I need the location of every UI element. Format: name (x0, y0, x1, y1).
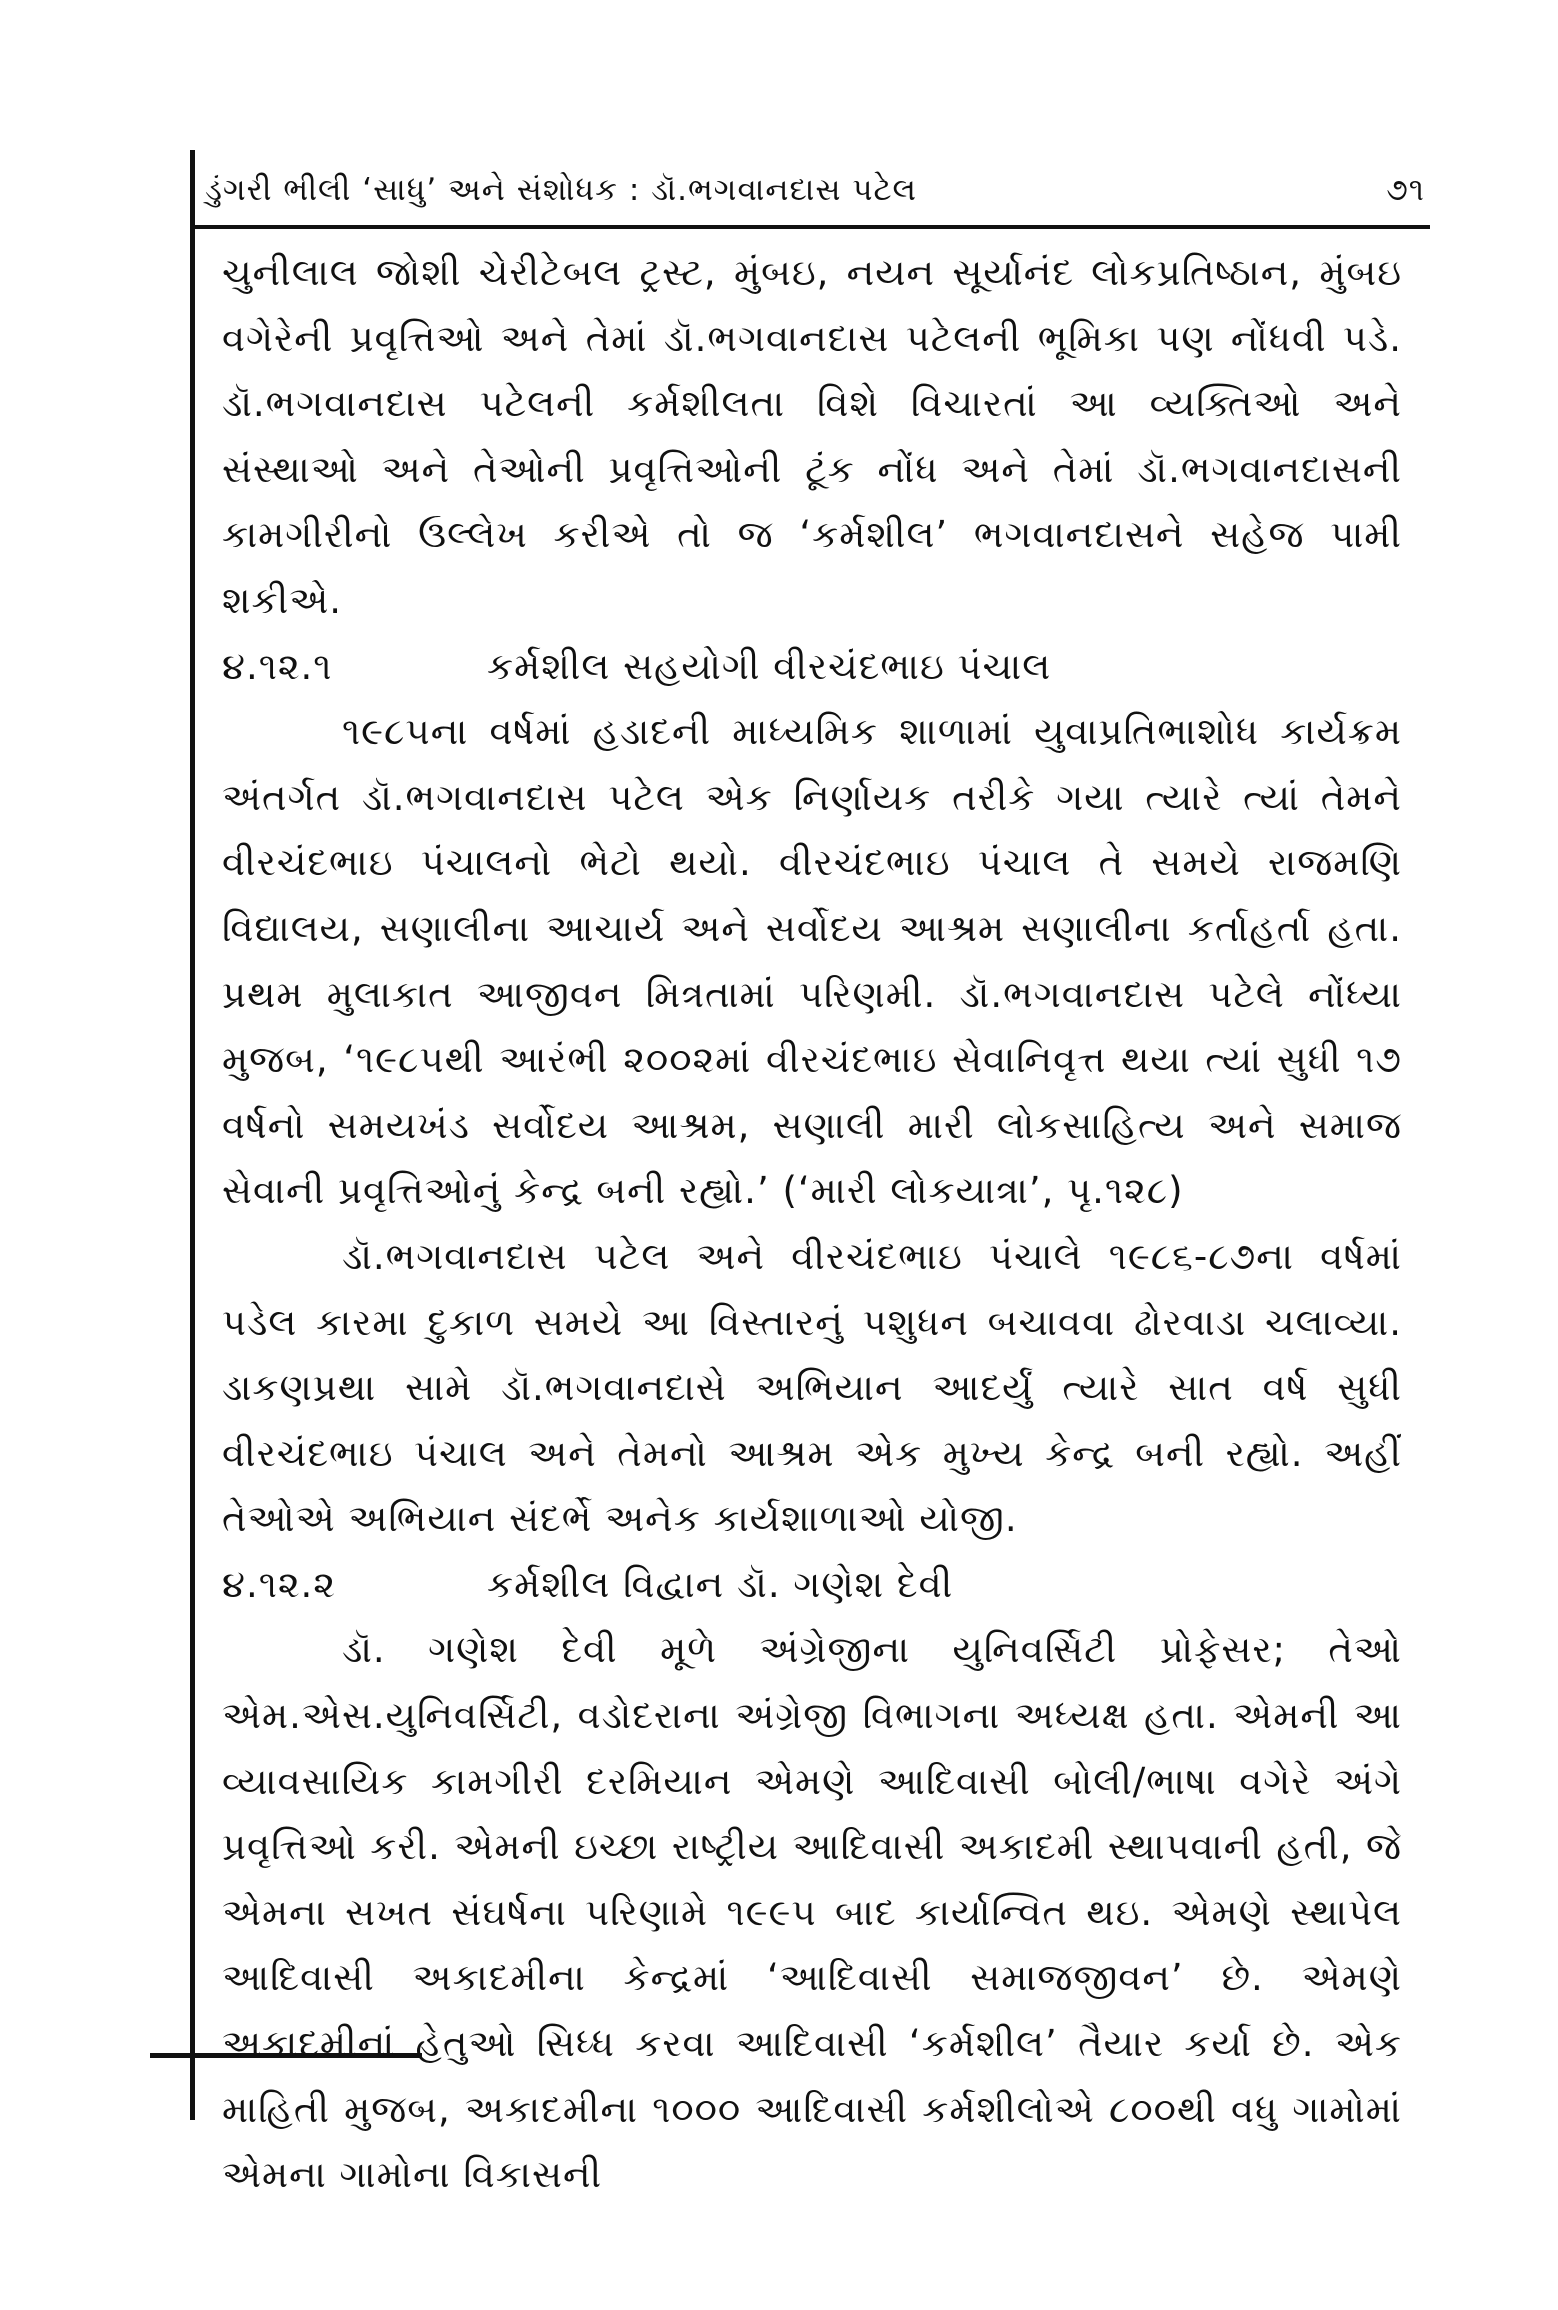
body-text (222, 240, 1402, 2208)
header-rule (190, 225, 1430, 229)
section-heading-4-12-2 (222, 1552, 1402, 1618)
page-number: ૭૧ (1386, 172, 1425, 208)
running-title: ડુંગરી ભીલી ‘સાધુ’ અને સંશોધક : ડૉ.ભગવાનદાસ પટેલ (205, 172, 917, 208)
section-title: કર્મશીલ સહયોગી વીરચંદભાઇ પંચાલ (487, 644, 1052, 688)
paragraph-2: ૧૯૮૫ના વર્ષમાં હડાદની માધ્યમિક શાળામાં યુવાપ્રતિભાશોધ કાર્યક્રમ અંતર્ગત ડૉ.ભગવાનદાસ પટેલ એક નિર્ણાયક તરીકે ગયા ત્યારે ત્યાં તેમને વીરચંદભાઇ પંચાલનો ભેટો થયો. વીરચંદભાઇ પંચાલ તે સમયે રાજમણિ વિદ્યાલય, સણાલીના આચાર્ય અને સર્વોદય આશ્રમ સણાલીના કર્તાહર્તા હતા. પ્રથમ મુલાકાત આજીવન મિત્રતામાં પરિણમી. ડૉ.ભગવાનદાસ પટેલે નોંધ્યા મુજબ, ‘૧૯૮૫થી આરંભી ૨૦૦૨માં વીરચંદભાઇ સેવાનિવૃત્ત થયા ત્યાં સુધી ૧૭ વર્ષનો સમયખંડ સર્વોદય આશ્રમ, સણાલી મારી લોકસાહિત્ય અને સમાજ સેવાની પ્રવૃત્તિઓનું કેન્દ્ર બની રહ્યો.’ (‘મારી લોકયાત્રા’, પૃ.૧૨૮) (222, 710, 1402, 1213)
section-heading-4-12-1 (222, 634, 1402, 700)
section-number: ૪.૧૨.૨ (222, 1562, 337, 1606)
running-header (205, 172, 1425, 222)
section-number: ૪.૧૨.૧ (222, 644, 333, 688)
paragraph-3: ડૉ.ભગવાનદાસ પટેલ અને વીરચંદભાઇ પંચાલે ૧૯૮૬-૮૭ના વર્ષમાં પડેલ કારમા દુકાળ સમયે આ વિસ્તારનું પશુધન બચાવવા ઢોરવાડા ચલાવ્યા. ડાકણપ્રથા સામે ડૉ.ભગવાનદાસે અભિયાન આદર્યું ત્યારે સાત વર્ષ સુધી વીરચંદભાઇ પંચાલ અને તેમનો આશ્રમ એક મુખ્ય કેન્દ્ર બની રહ્યો. અહીં તેઓએ અભિયાન સંદર્ભે અનેક કાર્યશાળાઓ યોજી. (222, 1234, 1402, 1541)
paragraph-4: ડૉ. ગણેશ દેવી મૂળે અંગ્રેજીના યુનિવર્સિટી પ્રોફેસર; તેઓ એમ.એસ.યુનિવર્સિટી, વડોદરાના અંગ્રેજી વિભાગના અધ્યક્ષ હતા. એમની આ વ્યાવસાયિક કામગીરી દરમિયાન એમણે આદિવાસી બોલી/ભાષા વગેરે અંગે પ્રવૃત્તિઓ કરી. એમની ઇચ્છા રાષ્ટ્રીય આદિવાસી અકાદમી સ્થાપવાની હતી, જે એમના સખત સંઘર્ષના પરિણામે ૧૯૯૫ બાદ કાર્યાન્વિત થઇ. એમણે સ્થાપેલ આદિવાસી અકાદમીના કેન્દ્રમાં ‘આદિવાસી સમાજજીવન’ છે. એમણે અકાદમીનાં હેતુઓ સિધ્ધ કરવા આદિવાસી ‘કર્મશીલ’ તૈયાર કર્યા છે. એક માહિતી મુજબ, અકાદમીના ૧૦૦૦ આદિવાસી કર્મશીલોએ ૮૦૦થી વધુ ગામોમાં એમના ગામોના વિકાસની (222, 1628, 1402, 2197)
section-title: કર્મશીલ વિદ્વાન ડૉ. ગણેશ દેવી (487, 1562, 954, 1606)
left-margin-rule (190, 150, 195, 2120)
paragraph-1: ચુનીલાલ જોશી ચેરીટેબલ ટ્રસ્ટ, મુંબઇ, નયન સૂર્યાનંદ લોકપ્રતિષ્ઠાન, મુંબઇ વગેરેની પ્રવૃત્તિઓ અને તેમાં ડૉ.ભગવાનદાસ પટેલની ભૂમિકા પણ નોંધવી પડે. ડૉ.ભગવાનદાસ પટેલની કર્મશીલતા વિશે વિચારતાં આ વ્યક્તિઓ અને સંસ્થાઓ અને તેઓની પ્રવૃત્તિઓની ટૂંક નોંધ અને તેમાં ડૉ.ભગવાનદાસની કામગીરીનો ઉલ્લેખ કરીએ તો જ ‘કર્મશીલ’ ભગવાનદાસને સહેજ પામી શકીએ. (222, 251, 1402, 622)
